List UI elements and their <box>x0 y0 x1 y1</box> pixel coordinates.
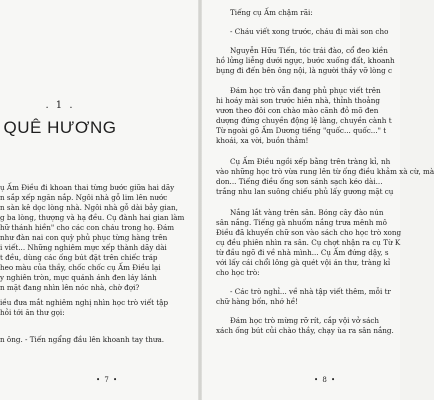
text-line: bụng đi đến bên ông nội, là người thầy vỡ lòng c <box>216 66 393 75</box>
text-line: t đều, dùng các ống bút đặt trên chiếc tráp <box>0 253 158 262</box>
text-line: - Các trò nghỉ... về nhà tập viết thêm, mỗi tr <box>230 287 391 296</box>
text-line: g ba lòng, thượng và hạ đều. Cụ đành hai gian làm <box>0 213 185 222</box>
text-line: i viết... Những nghiêm mực xếp thành dãy dài <box>0 243 167 252</box>
text-line: xách ống bút củi chào thầy, chạy ùa ra sân nắng. <box>216 326 394 335</box>
text-line: từ đầu ngõ đi về nhà mình... Cụ Ấm đứng dậy, s <box>216 248 389 257</box>
text-line: don... Tiếng điều ống sơn sánh sạch kéo dài... <box>216 177 383 186</box>
text-line: y nghiên tròn, mực quánh ánh đen láy lánh <box>0 273 157 282</box>
text-line: n sắp xếp ngăn nắp. Ngôi nhà gỗ lim lên nước <box>0 193 168 202</box>
text-line: hữ thánh hiền" cho các con cháu trong họ. Đám <box>0 223 175 232</box>
left-page <box>0 0 198 400</box>
text-line: khoái, xa vời, buồn thảm! <box>216 136 309 145</box>
text-line: Đám học trò vẫn đang phủ phục viết trên <box>230 86 381 95</box>
text-line: trắng nhu lan suông chiếu phủ lấy gương mặt cụ <box>216 187 394 196</box>
text-line: Nguyễn Hữu Tiến, tóc trái đào, cổ đeo kiền <box>230 46 388 55</box>
text-line: Đám học trò mừng rỡ rít, cắp vội vở sách <box>230 316 380 325</box>
text-line: cho học trò: <box>216 268 260 277</box>
text-line: hồ lửng liễng dưới ngực, bước xuống đất, khoanh <box>216 56 395 65</box>
text-line: n mặt đang nhìn lên nóc nhà, chờ đợi? <box>0 283 140 292</box>
text-line: sân nắng. Tiếng gà nhuốm nắng trưa mênh mô <box>216 218 387 227</box>
text-line: Điều đã khuyến chữ son vào sách cho học trò xong <box>216 228 402 237</box>
text-line: chữ hàng bốn, nhớ hề! <box>216 297 299 306</box>
text-line: vào những học trò vừa rung lên từ ống điều khảm xà cừ, mà <box>216 167 434 176</box>
text-line: hỏi tới ăn thư gọi: <box>0 308 65 317</box>
text-line: n sàn kê dọc lòng nhà. Ngôi nhà gỗ dài bảy gian, <box>0 203 178 212</box>
text-line: với lấy cái chổi lông gà quét vội án thư, tràng kỉ <box>216 258 391 267</box>
text-line: - Cháu viết xong trước, cháu đi mài son cho <box>230 27 389 36</box>
text-line: iều đưa mắt nghiêm nghị nhìn học trò viết tập <box>0 298 169 307</box>
text-line: như đàn nai con quỳ phủ phục từng hàng trên <box>0 233 168 242</box>
page-number-left: • 7 • <box>96 376 119 384</box>
text-line: n ông. - Tiến ngẩng đầu lên khoanh tay thưa. <box>0 335 165 344</box>
text-line: Tiếng cụ Ấm chậm rãi: <box>230 8 313 17</box>
right-page <box>202 0 434 400</box>
text-line: hi hoáy mài son trước hiên nhà, thỉnh thoảng <box>216 96 380 105</box>
text-line: Nắng lắt vàng trên sân. Bóng cây đào nún <box>230 208 384 217</box>
text-line: cụ đều phiên nhìn ra sân. Cụ chợt nhận ra cụ Từ K <box>216 238 401 247</box>
text-line: heo màu của thầy, chốc chốc cụ Ấm Điều lại <box>0 263 161 272</box>
text-line: ụ Ấm Điều đi khoan thai từng bước giữa hai dãy <box>0 183 175 192</box>
text-line: Từ ngoài gõ Ấm Dương tiếng "quốc... quốc..." t <box>216 126 387 135</box>
text-line: Cụ Ấm Điều ngồi xếp bằng trên tràng kỉ, nh <box>230 157 391 166</box>
text-line: vươn theo đôi con chào mào cãnh đỏ mõ đen <box>216 106 379 115</box>
chapter-number: . 1 . <box>45 100 75 111</box>
text-line: dượng đứng chuyền động lệ làng, chuyền cành t <box>216 116 392 125</box>
page-number-right: • 8 • <box>314 376 337 384</box>
chapter-title: QUÊ HƯƠNG <box>3 118 117 137</box>
